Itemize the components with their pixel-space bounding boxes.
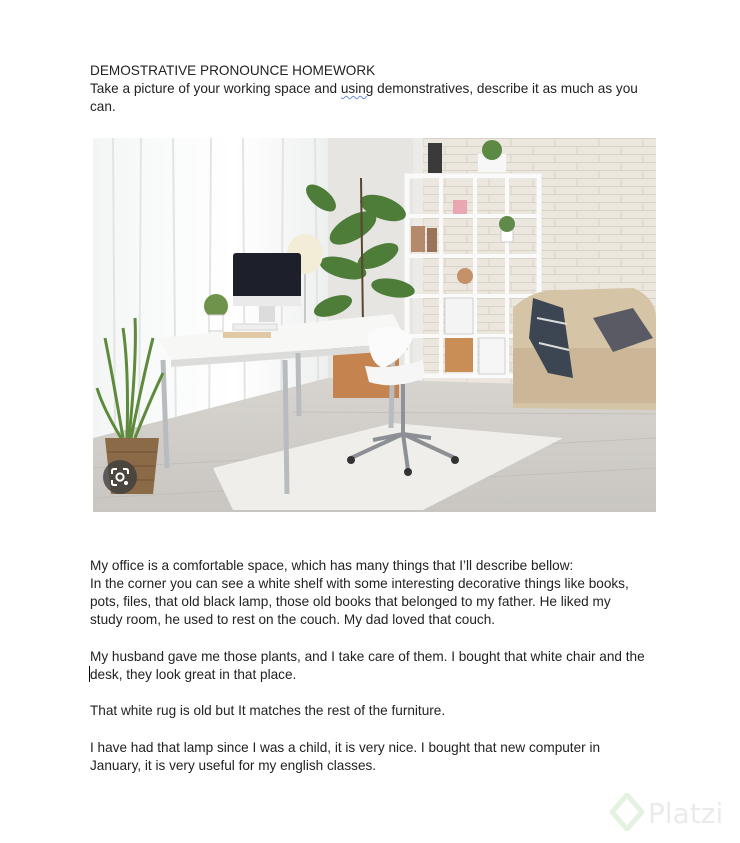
workspace-photo [93, 138, 656, 512]
paragraph-line: That white rug is old but It matches the rest of the furniture. [90, 703, 446, 718]
spellcheck-flagged-word[interactable]: using [340, 81, 374, 96]
instructions-line-2: can. [90, 99, 116, 114]
paragraph-line: study room, he used to rest on the couch. My dad loved that couch. [90, 612, 496, 627]
google-lens-icon[interactable] [103, 460, 137, 494]
paragraph-line: My husband gave me those plants, and I take care of them. I bought that white chair and the [90, 649, 645, 664]
instructions-text: demonstratives, describe it as much as you [373, 81, 638, 96]
document-heading: DEMOSTRATIVE PRONOUNCE HOMEWORK [90, 63, 376, 78]
platzi-logo-icon [610, 793, 644, 831]
instructions-text: Take a picture of your working space and [90, 81, 341, 96]
paragraph-line: My office is a comfortable space, which has many things that I’ll describe bellow: [90, 558, 574, 573]
watermark-text: Platzi [648, 797, 724, 830]
instructions-line-1 [90, 80, 638, 98]
platzi-watermark [608, 793, 738, 833]
paragraph-line: desk, they look great in that place. [90, 667, 297, 682]
text-cursor [89, 666, 90, 682]
paragraph-line: pots, files, that old black lamp, those old books that belonged to my father. He liked my [90, 594, 611, 609]
paragraph-line: In the corner you can see a white shelf with some interesting decorative things like books, [90, 576, 629, 591]
paragraph-line: I have had that lamp since I was a child, it is very nice. I bought that new computer in [90, 740, 601, 755]
paragraph-line: January, it is very useful for my english classes. [90, 758, 377, 773]
